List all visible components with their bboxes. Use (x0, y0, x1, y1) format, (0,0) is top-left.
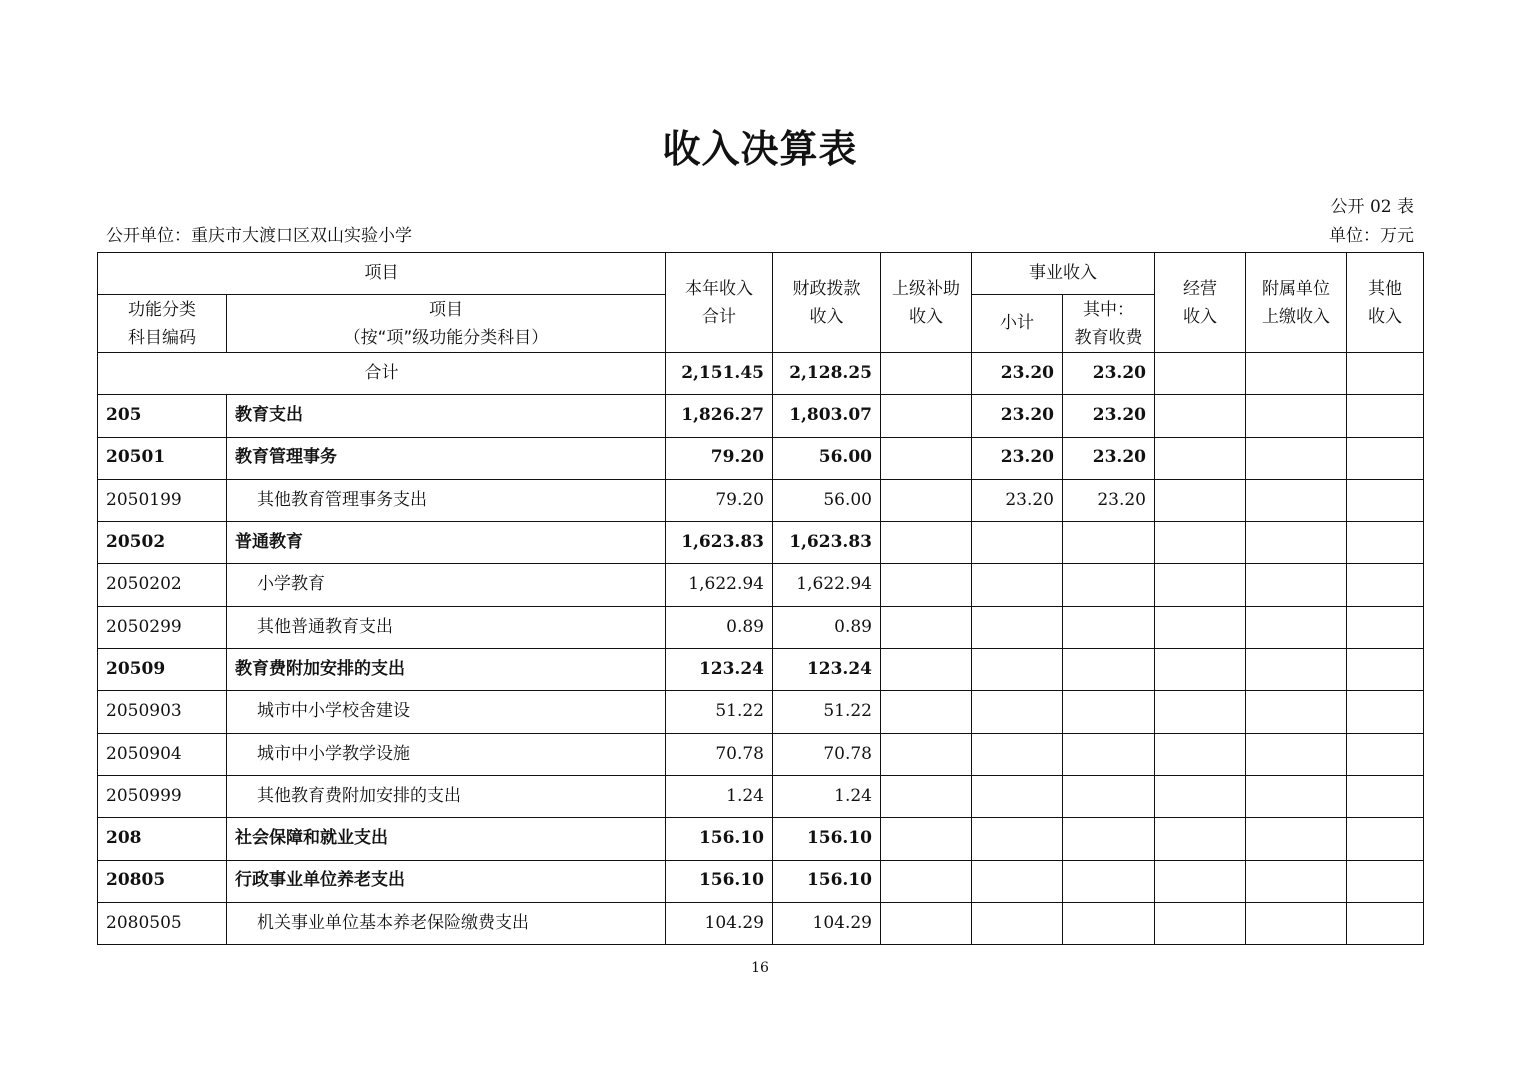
row-total: 1,622.94 (666, 564, 773, 606)
row-total: 1,623.83 (666, 522, 773, 564)
header-superior-line1: 上级补助 (892, 278, 960, 299)
row-code: 2050199 (98, 479, 227, 521)
row-subtotal: 23.20 (972, 479, 1063, 521)
row-subtotal: 23.20 (972, 395, 1063, 437)
row-superior (881, 479, 972, 521)
row-edu-fee (1063, 902, 1155, 944)
row-operation (1155, 691, 1246, 733)
header-code (98, 295, 227, 353)
page-number: 16 (751, 960, 769, 976)
row-affiliated (1246, 437, 1347, 479)
row-affiliated (1246, 479, 1347, 521)
row-edu-fee (1063, 818, 1155, 860)
row-subtotal (972, 733, 1063, 775)
total-superior (881, 353, 972, 395)
row-affiliated (1246, 649, 1347, 691)
row-affiliated (1246, 691, 1347, 733)
row-code: 208 (98, 818, 227, 860)
total-subtotal: 23.20 (972, 353, 1063, 395)
row-edu-fee (1063, 775, 1155, 817)
row-edu-fee: 23.20 (1063, 395, 1155, 437)
row-edu-fee: 23.20 (1063, 479, 1155, 521)
row-edu-fee (1063, 564, 1155, 606)
table-row (98, 649, 1424, 691)
row-fiscal: 156.10 (773, 818, 881, 860)
row-other (1347, 437, 1424, 479)
row-subtotal (972, 818, 1063, 860)
row-other (1347, 522, 1424, 564)
table-row (98, 437, 1424, 479)
row-superior (881, 606, 972, 648)
table-row (98, 479, 1424, 521)
row-edu-fee (1063, 860, 1155, 902)
row-code: 2050904 (98, 733, 227, 775)
row-operation (1155, 522, 1246, 564)
row-operation (1155, 395, 1246, 437)
row-total: 51.22 (666, 691, 773, 733)
row-operation (1155, 775, 1246, 817)
header-total-line1: 本年收入 (685, 278, 753, 299)
row-superior (881, 564, 972, 606)
table-row (98, 606, 1424, 648)
table-row (98, 775, 1424, 817)
header-operation-line1: 经营 (1183, 278, 1217, 299)
row-name: 其他教育管理事务支出 (227, 479, 666, 521)
row-operation (1155, 606, 1246, 648)
row-affiliated (1246, 522, 1347, 564)
row-fiscal: 156.10 (773, 860, 881, 902)
header-fiscal-line2: 收入 (809, 306, 844, 327)
header-other (1347, 253, 1424, 353)
row-subtotal (972, 860, 1063, 902)
row-other (1347, 564, 1424, 606)
row-subtotal: 23.20 (972, 437, 1063, 479)
row-name: 教育支出 (227, 395, 666, 437)
row-superior (881, 818, 972, 860)
row-edu-fee (1063, 606, 1155, 648)
header-total (666, 253, 773, 353)
row-code: 2080505 (98, 902, 227, 944)
row-total: 123.24 (666, 649, 773, 691)
row-subtotal (972, 691, 1063, 733)
row-other (1347, 691, 1424, 733)
row-subtotal (972, 606, 1063, 648)
header-affiliated (1246, 253, 1347, 353)
row-total: 156.10 (666, 818, 773, 860)
header-row-1 (98, 253, 1424, 295)
row-total: 1.24 (666, 775, 773, 817)
row-superior (881, 522, 972, 564)
row-code: 20509 (98, 649, 227, 691)
row-total: 1,826.27 (666, 395, 773, 437)
table-row (98, 691, 1424, 733)
row-total: 156.10 (666, 860, 773, 902)
row-affiliated (1246, 775, 1347, 817)
row-edu-fee: 23.20 (1063, 437, 1155, 479)
header-name (227, 295, 666, 353)
row-subtotal (972, 522, 1063, 564)
header-item-group: 项目 (98, 253, 666, 295)
row-fiscal: 56.00 (773, 479, 881, 521)
row-other (1347, 902, 1424, 944)
header-other-line1: 其他 (1368, 278, 1402, 299)
row-fiscal: 1,803.07 (773, 395, 881, 437)
row-total: 79.20 (666, 437, 773, 479)
row-fiscal: 1.24 (773, 775, 881, 817)
row-fiscal: 0.89 (773, 606, 881, 648)
total-edu-fee: 23.20 (1063, 353, 1155, 395)
header-business-group: 事业收入 (972, 253, 1155, 295)
row-superior (881, 775, 972, 817)
row-subtotal (972, 775, 1063, 817)
row-edu-fee (1063, 649, 1155, 691)
row-superior (881, 437, 972, 479)
row-superior (881, 733, 972, 775)
row-code: 2050202 (98, 564, 227, 606)
row-superior (881, 395, 972, 437)
row-edu-fee (1063, 522, 1155, 564)
row-name: 机关事业单位基本养老保险缴费支出 (227, 902, 666, 944)
row-code: 20501 (98, 437, 227, 479)
table-row (98, 818, 1424, 860)
header-code-line1: 功能分类 (128, 299, 196, 320)
header-superior (881, 253, 972, 353)
header-total-line2: 合计 (702, 306, 736, 327)
row-fiscal: 123.24 (773, 649, 881, 691)
header-name-line1: 项目 (429, 299, 463, 320)
row-other (1347, 775, 1424, 817)
table-number: 公开 02 表 (1330, 197, 1414, 217)
table-row (98, 902, 1424, 944)
row-name: 其他教育费附加安排的支出 (227, 775, 666, 817)
row-affiliated (1246, 733, 1347, 775)
row-other (1347, 479, 1424, 521)
row-total: 0.89 (666, 606, 773, 648)
row-superior (881, 649, 972, 691)
row-edu-fee (1063, 691, 1155, 733)
row-name: 城市中小学校舍建设 (227, 691, 666, 733)
total-other (1347, 353, 1424, 395)
header-fiscal (773, 253, 881, 353)
row-other (1347, 818, 1424, 860)
income-table (97, 252, 1424, 945)
row-subtotal (972, 564, 1063, 606)
table-row (98, 522, 1424, 564)
row-affiliated (1246, 606, 1347, 648)
row-name: 普通教育 (227, 522, 666, 564)
row-name: 教育费附加安排的支出 (227, 649, 666, 691)
header-operation-line2: 收入 (1183, 306, 1217, 327)
row-fiscal: 70.78 (773, 733, 881, 775)
header-code-line2: 科目编码 (128, 327, 196, 348)
total-operation (1155, 353, 1246, 395)
table-row (98, 860, 1424, 902)
header-edu-fee (1063, 295, 1155, 353)
header-edu-fee-line2: 教育收费 (1074, 327, 1143, 348)
row-code: 2050903 (98, 691, 227, 733)
row-operation (1155, 649, 1246, 691)
row-name: 行政事业单位养老支出 (227, 860, 666, 902)
row-affiliated (1246, 818, 1347, 860)
header-operation (1155, 253, 1246, 353)
row-name: 其他普通教育支出 (227, 606, 666, 648)
row-subtotal (972, 902, 1063, 944)
row-operation (1155, 860, 1246, 902)
row-code: 205 (98, 395, 227, 437)
row-code: 20502 (98, 522, 227, 564)
row-operation (1155, 902, 1246, 944)
row-fiscal: 51.22 (773, 691, 881, 733)
row-operation (1155, 564, 1246, 606)
money-unit: 单位：万元 (1329, 226, 1414, 246)
row-superior (881, 860, 972, 902)
header-name-line2: （按“项”级功能分类科目） (343, 327, 549, 348)
row-name: 社会保障和就业支出 (227, 818, 666, 860)
row-subtotal (972, 649, 1063, 691)
row-fiscal: 1,623.83 (773, 522, 881, 564)
header-subtotal: 小计 (972, 295, 1063, 353)
row-total: 70.78 (666, 733, 773, 775)
total-label: 合计 (98, 353, 666, 395)
row-affiliated (1246, 395, 1347, 437)
row-other (1347, 733, 1424, 775)
row-name: 教育管理事务 (227, 437, 666, 479)
row-code: 2050999 (98, 775, 227, 817)
total-affiliated (1246, 353, 1347, 395)
row-other (1347, 860, 1424, 902)
row-edu-fee (1063, 733, 1155, 775)
header-other-line2: 收入 (1368, 306, 1402, 327)
row-affiliated (1246, 564, 1347, 606)
row-total: 104.29 (666, 902, 773, 944)
header-fiscal-line1: 财政拨款 (792, 278, 861, 299)
row-name: 城市中小学教学设施 (227, 733, 666, 775)
total-fiscal: 2,128.25 (773, 353, 881, 395)
row-other (1347, 606, 1424, 648)
header-superior-line2: 收入 (909, 306, 943, 327)
row-superior (881, 902, 972, 944)
header-affiliated-line1: 附属单位 (1262, 278, 1330, 299)
reporting-unit: 公开单位：重庆市大渡口区双山实验小学 (106, 226, 412, 246)
table-row (98, 564, 1424, 606)
row-operation (1155, 733, 1246, 775)
row-operation (1155, 479, 1246, 521)
row-affiliated (1246, 902, 1347, 944)
row-name: 小学教育 (227, 564, 666, 606)
header-edu-fee-line1: 其中： (1083, 299, 1134, 320)
row-fiscal: 104.29 (773, 902, 881, 944)
row-fiscal: 56.00 (773, 437, 881, 479)
table-row (98, 395, 1424, 437)
row-other (1347, 649, 1424, 691)
row-fiscal: 1,622.94 (773, 564, 881, 606)
row-superior (881, 691, 972, 733)
total-amount: 2,151.45 (666, 353, 773, 395)
table-row (98, 733, 1424, 775)
row-operation (1155, 437, 1246, 479)
row-affiliated (1246, 860, 1347, 902)
row-total: 79.20 (666, 479, 773, 521)
page-title: 收入决算表 (662, 127, 858, 171)
row-code: 20805 (98, 860, 227, 902)
total-row (98, 353, 1424, 395)
row-operation (1155, 818, 1246, 860)
row-code: 2050299 (98, 606, 227, 648)
row-other (1347, 395, 1424, 437)
header-affiliated-line2: 上缴收入 (1262, 306, 1330, 327)
